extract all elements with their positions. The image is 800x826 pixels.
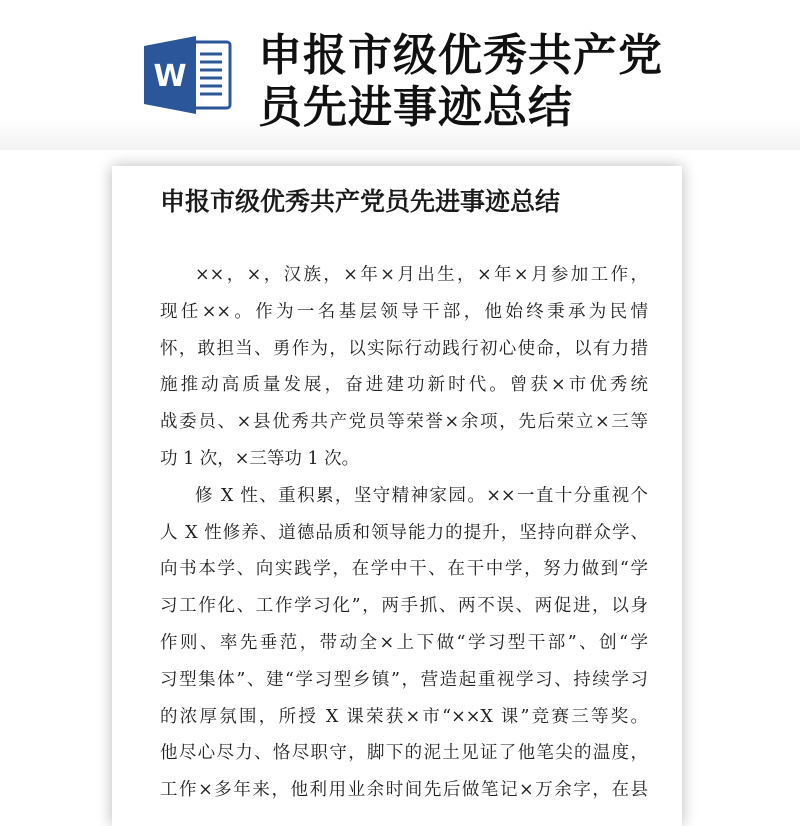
text-line: 的浓厚氛围，所授 X 课荣获×市“××X 课”竞赛三等奖。 — [160, 706, 648, 727]
text-line: 战委员、×县优秀共产党员等荣誉×余项，先后荣立×三等 — [160, 412, 648, 433]
header-title-line-1: 申报市级优秀共产党 — [258, 30, 663, 81]
document-page — [112, 166, 682, 826]
paragraph-1 — [160, 257, 648, 478]
text-line: 施推动高质量发展，奋进建功新时代。曾获×市优秀统 — [160, 375, 648, 396]
text-line: 习工作化、工作学习化”，两手抓、两不误、两促进，以身 — [160, 596, 648, 617]
text-line: 他尽心尽力、恪尽职守，脚下的泥土见证了他笔尖的温度， — [160, 743, 648, 764]
text-line: 工作×多年来，他利用业余时间先后做笔记×万余字，在县 — [160, 780, 648, 801]
text-line: 作则、率先垂范，带动全×上下做“学习型干部”、创“学 — [160, 632, 648, 653]
document-body — [160, 257, 648, 809]
word-document-icon — [142, 36, 232, 114]
word-icon-letter: W — [153, 59, 187, 94]
text-line: 人 X 性修养、道德品质和领导能力的提升，坚持向群众学、 — [160, 522, 648, 543]
text-line: 修 X 性、重积累，坚守精神家园。××一直十分重视个 — [195, 485, 648, 506]
text-line: 怀，敢担当、勇作为，以实际行动践行初心使命，以有力措 — [160, 338, 648, 359]
header-title-line-2: 员先进事迹总结 — [258, 82, 573, 133]
text-line: ××，×，汉族，×年×月出生，×年×月参加工作， — [195, 265, 648, 285]
header-title — [258, 30, 728, 134]
text-line: 现任××。作为一名基层领导干部，他始终秉承为民情 — [160, 301, 648, 322]
text-line: 习型集体”、建“学习型乡镇”，营造起重视学习、持续学习 — [160, 669, 648, 690]
paragraph-2 — [160, 478, 648, 809]
text-line: 功 1 次，×三等功 1 次。 — [160, 448, 360, 469]
document-title: 申报市级优秀共产党员先进事迹总结 — [160, 187, 561, 216]
header-banner — [0, 0, 800, 150]
text-line: 向书本学、向实践学，在学中干、在干中学，努力做到“学 — [160, 559, 648, 580]
